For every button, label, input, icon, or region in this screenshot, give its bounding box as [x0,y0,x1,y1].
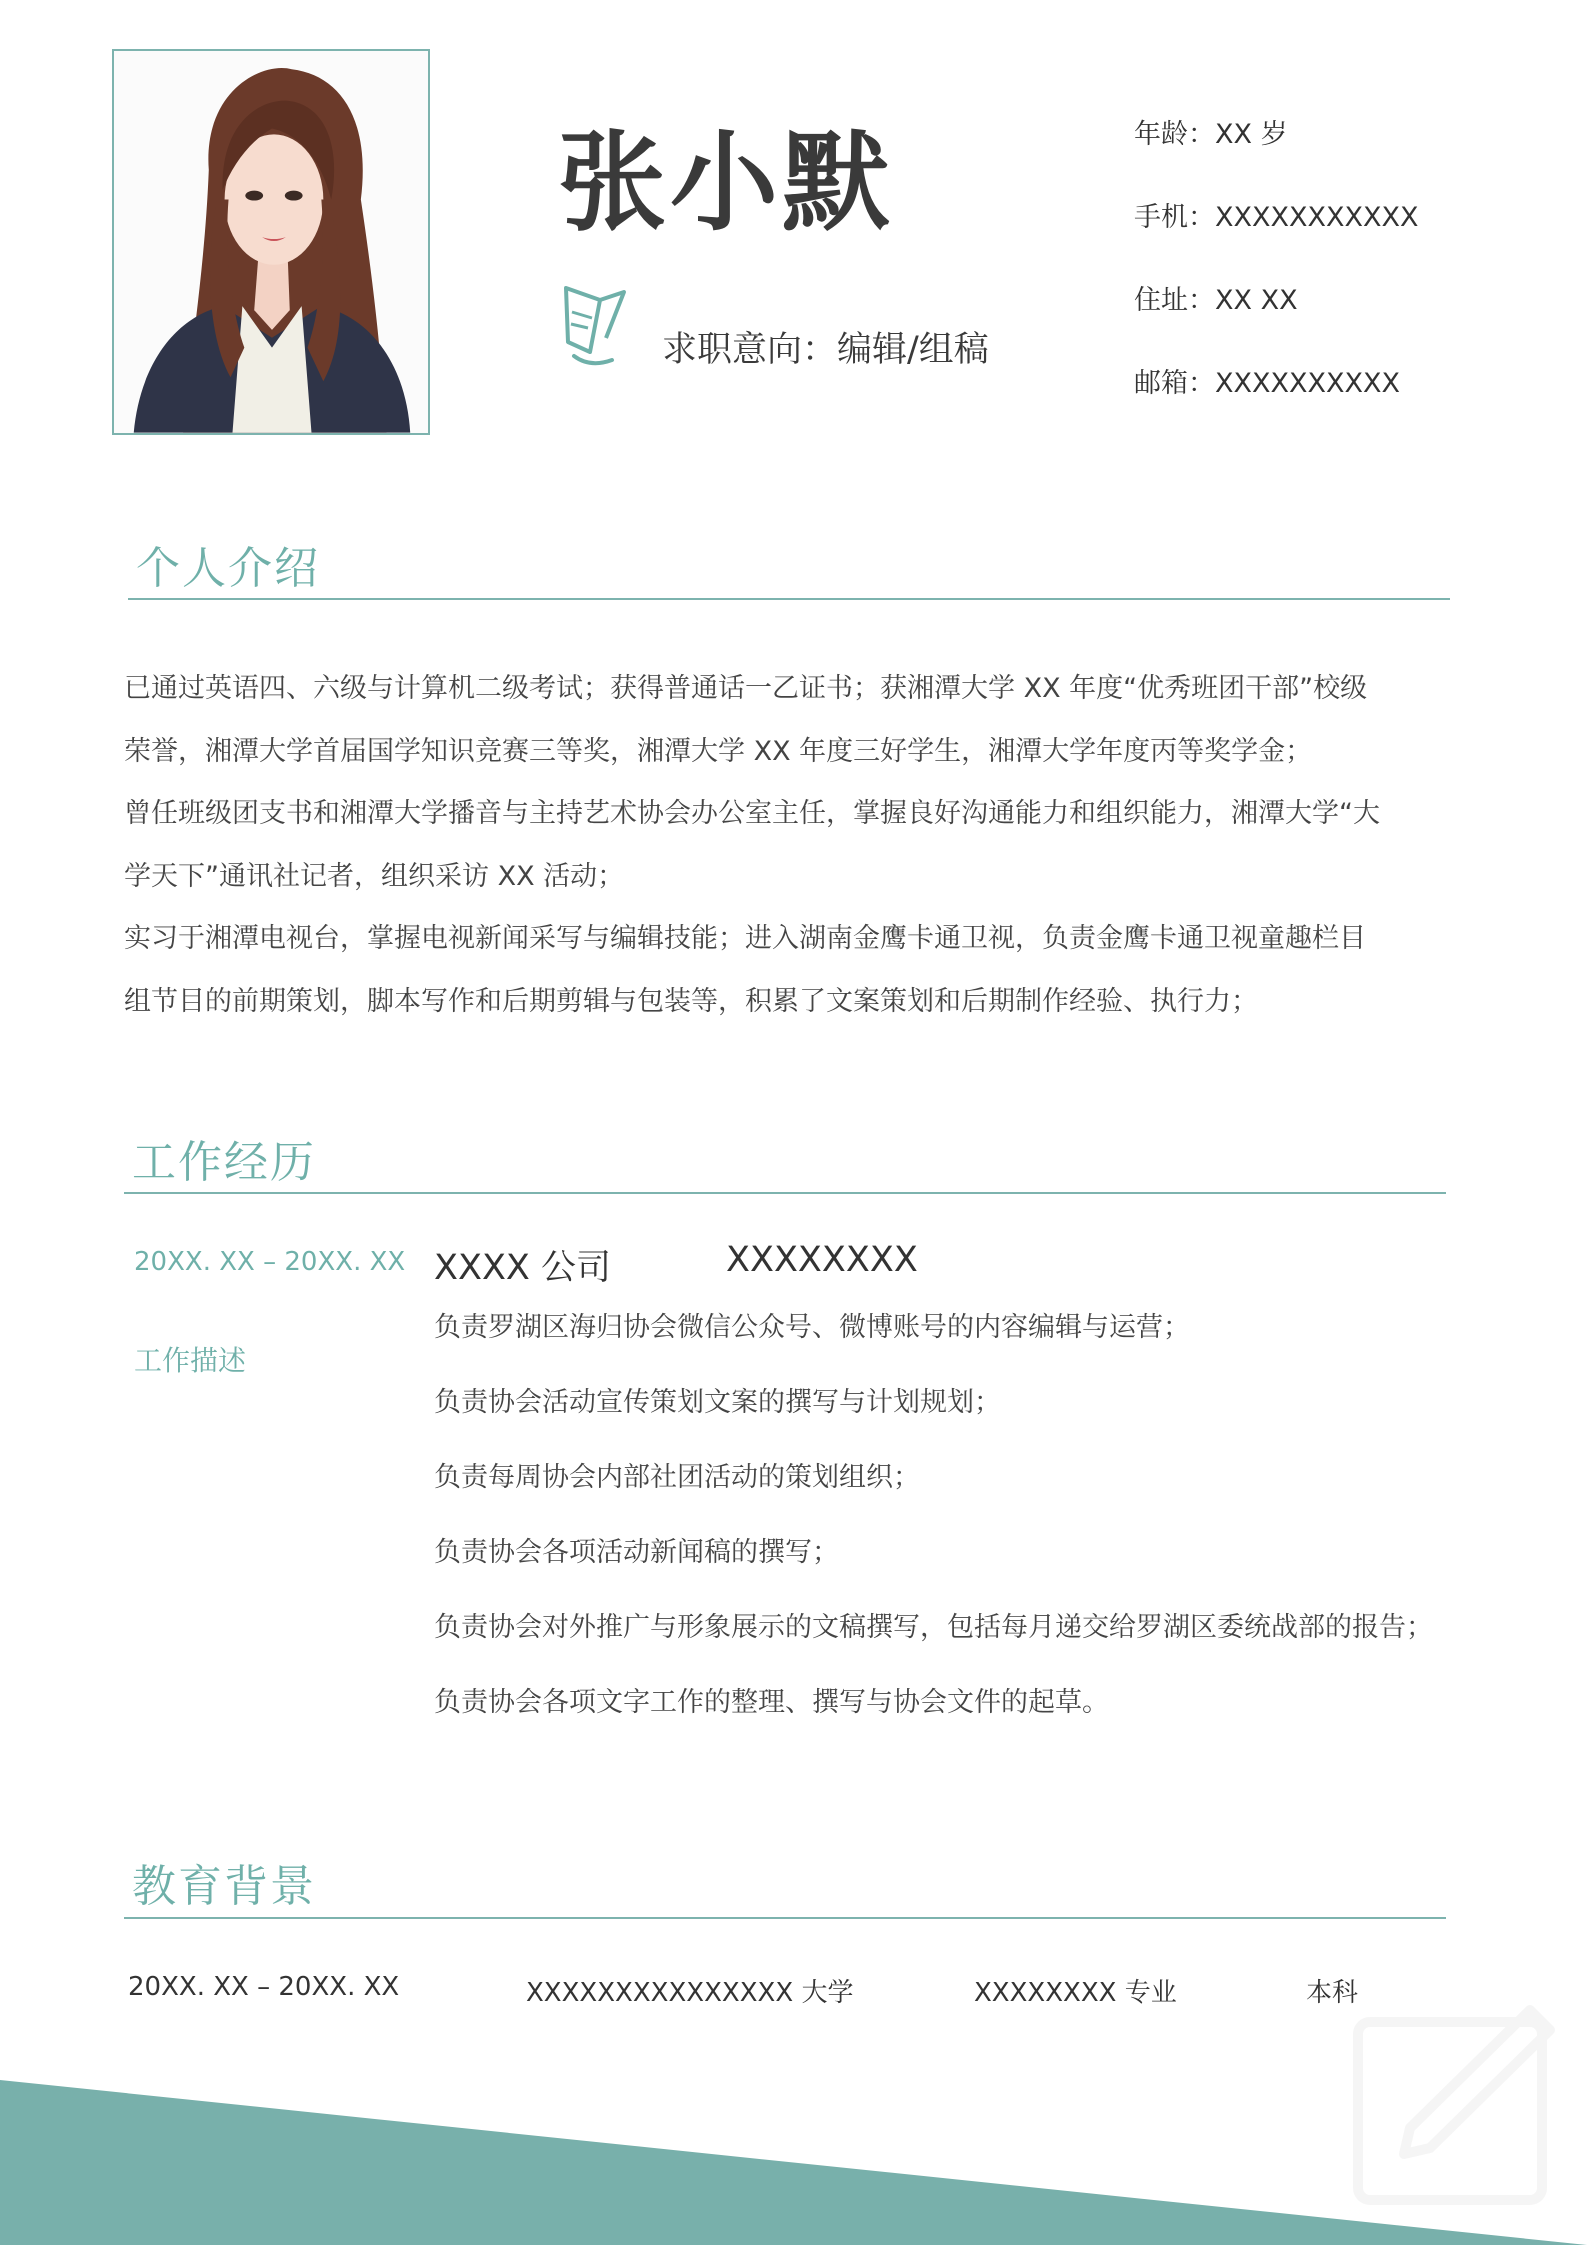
contact-value: XXXXXXXXXXX [1215,202,1419,233]
work-duties [434,1302,1433,1752]
duty-item: 负责协会对外推广与形象展示的文稿撰写，包括每月递交给罗湖区委统战部的报告； [434,1612,1433,1643]
intro-line: 荣誉，湘潭大学首届国学知识竞赛三等奖，湘潭大学 XX 年度三好学生，湘潭大学年度丙等奖学金； [124,735,1313,767]
section-divider [128,598,1450,600]
contact-label: 手机： [1134,202,1215,233]
contact-value: XXXXXXXXXX [1215,368,1400,399]
duty-item: 负责协会各项文字工作的整理、撰写与协会文件的起草。 [434,1687,1109,1718]
job-intent-label: 求职意向： [662,330,838,370]
edu-degree: 本科 [1306,1978,1359,2008]
contact-label: 年龄： [1134,119,1215,150]
contact-label: 住址： [1134,285,1215,316]
work-position: XXXXXXXX [726,1240,918,1280]
contact-age [1134,112,1418,195]
duty-item: 负责每周协会内部社团活动的策划组织； [434,1462,920,1493]
edu-major: XXXXXXXX 专业 [974,1978,1177,2008]
intro-line: 已通过英语四、六级与计算机二级考试；获得普通话一乙证书；获湘潭大学 XX 年度“优秀班团干部”校级 [124,673,1368,704]
contact-address [1134,278,1418,361]
intro-line: 学天下”通讯社记者，组织采访 XX 活动； [124,860,625,892]
contact-value: XX 岁 [1215,119,1288,150]
section-divider [124,1192,1446,1194]
section-title-education: 教育背景 [132,1861,316,1912]
job-intent [662,322,989,372]
portrait-photo [112,49,430,435]
duty-item: 负责罗湖区海归协会微信公众号、微博账号的内容编辑与运营； [434,1312,1190,1343]
job-intent-value: 编辑/组稿 [837,330,989,370]
contact-phone [1134,195,1418,278]
duty-item: 负责协会活动宣传策划文案的撰写与计划规划； [434,1387,1001,1418]
section-title-intro: 个人介绍 [136,543,320,594]
edu-school: XXXXXXXXXXXXXXX 大学 [526,1978,854,2008]
watermark-edit-icon [1358,2010,1550,2200]
work-date-range: 20XX. XX – 20XX. XX [134,1247,406,1277]
contact-label: 邮箱： [1134,368,1215,399]
intro-line: 曾任班级团支书和湘潭大学播音与主持艺术协会办公室主任，掌握良好沟通能力和组织能力，湘潭大学“大 [124,798,1380,829]
pen-paper-icon [560,282,628,370]
intro-line: 实习于湘潭电视台，掌握电视新闻采写与编辑技能；进入湖南金鹰卡通卫视，负责金鹰卡通卫视童趣栏目 [124,923,1366,954]
contact-email [1134,361,1418,444]
contact-value: XX XX [1215,285,1298,316]
work-desc-label: 工作描述 [134,1344,247,1377]
portrait-illustration [114,51,428,433]
section-title-work: 工作经历 [132,1137,316,1188]
section-divider [124,1917,1446,1919]
duty-item: 负责协会各项活动新闻稿的撰写； [434,1537,839,1568]
contact-info [1134,112,1418,444]
work-company: XXXX 公司 [434,1248,612,1288]
candidate-name: 张小默 [558,121,895,246]
intro-line: 组节目的前期策划，脚本写作和后期剪辑与包装等，积累了文案策划和后期制作经验、执行力； [124,985,1258,1017]
footer-band [0,2080,1587,2245]
edu-date-range: 20XX. XX – 20XX. XX [128,1972,400,2002]
intro-body [124,658,1494,1033]
